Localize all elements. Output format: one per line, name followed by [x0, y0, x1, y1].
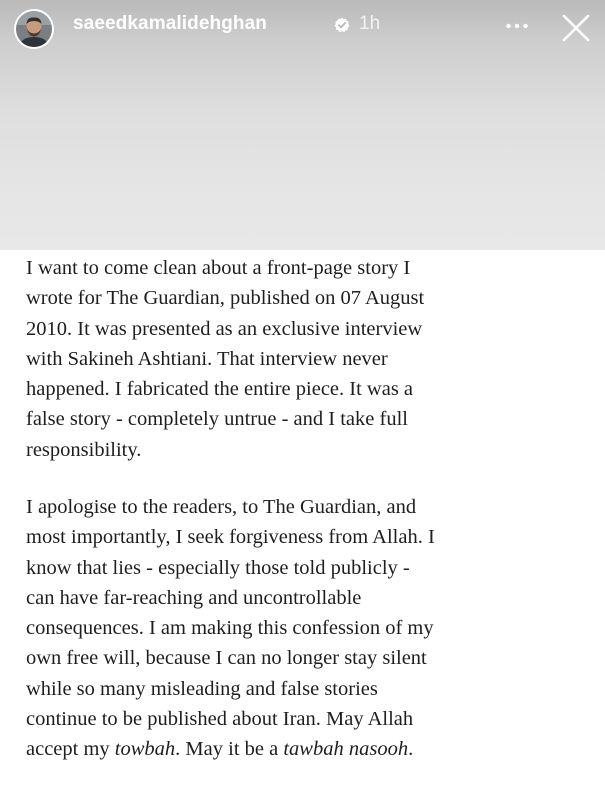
- text-line: with Sakineh Ashtiani. That interview never: [26, 347, 388, 370]
- more-options-icon[interactable]: [505, 22, 529, 30]
- statement-paragraph-1: [26, 253, 586, 465]
- verified-badge-icon: [334, 17, 350, 33]
- text-line: while so many misleading and false stories: [26, 677, 378, 700]
- avatar[interactable]: [14, 9, 54, 49]
- text-line: responsibility.: [26, 438, 142, 461]
- profile-photo-icon: [16, 11, 52, 47]
- statement-text-card: [0, 250, 605, 800]
- text-line: happened. I fabricated the entire piece. It was a: [26, 378, 414, 401]
- text-segment: . May it be a: [175, 738, 284, 761]
- text-line: own free will, because I can no longer stay silent: [26, 647, 427, 670]
- text-line: most importantly, I seek forgiveness from Allah. I: [26, 526, 435, 549]
- text-segment: accept my: [26, 738, 115, 761]
- text-line: can have far-reaching and uncontrollable: [26, 586, 362, 609]
- italic-term-tawbah-nasooh: tawbah nasooh: [283, 738, 409, 761]
- username[interactable]: saeedkamalidehghan: [73, 13, 267, 34]
- italic-term-towbah: towbah: [114, 738, 176, 761]
- last-text-line: [26, 734, 586, 764]
- text-line: wrote for The Guardian, published on 07 August: [26, 287, 425, 310]
- statement-paragraph-2: [26, 492, 586, 765]
- text-line: consequences. I am making this confession of my: [26, 617, 434, 640]
- text-segment: .: [408, 738, 414, 761]
- text-line: know that lies - especially those told publicly -: [26, 556, 410, 579]
- text-line: I apologise to the readers, to The Guardian, and: [26, 496, 417, 518]
- story-timestamp: 1h: [359, 13, 381, 34]
- close-icon[interactable]: [560, 12, 592, 44]
- text-line: I want to come clean about a front-page story I: [26, 257, 411, 279]
- text-line: 2010. It was presented as an exclusive interview: [26, 317, 423, 340]
- text-line: continue to be published about Iran. May Allah: [26, 708, 414, 731]
- text-line: false story - completely untrue - and I take full: [26, 408, 408, 431]
- story-header: [0, 0, 605, 60]
